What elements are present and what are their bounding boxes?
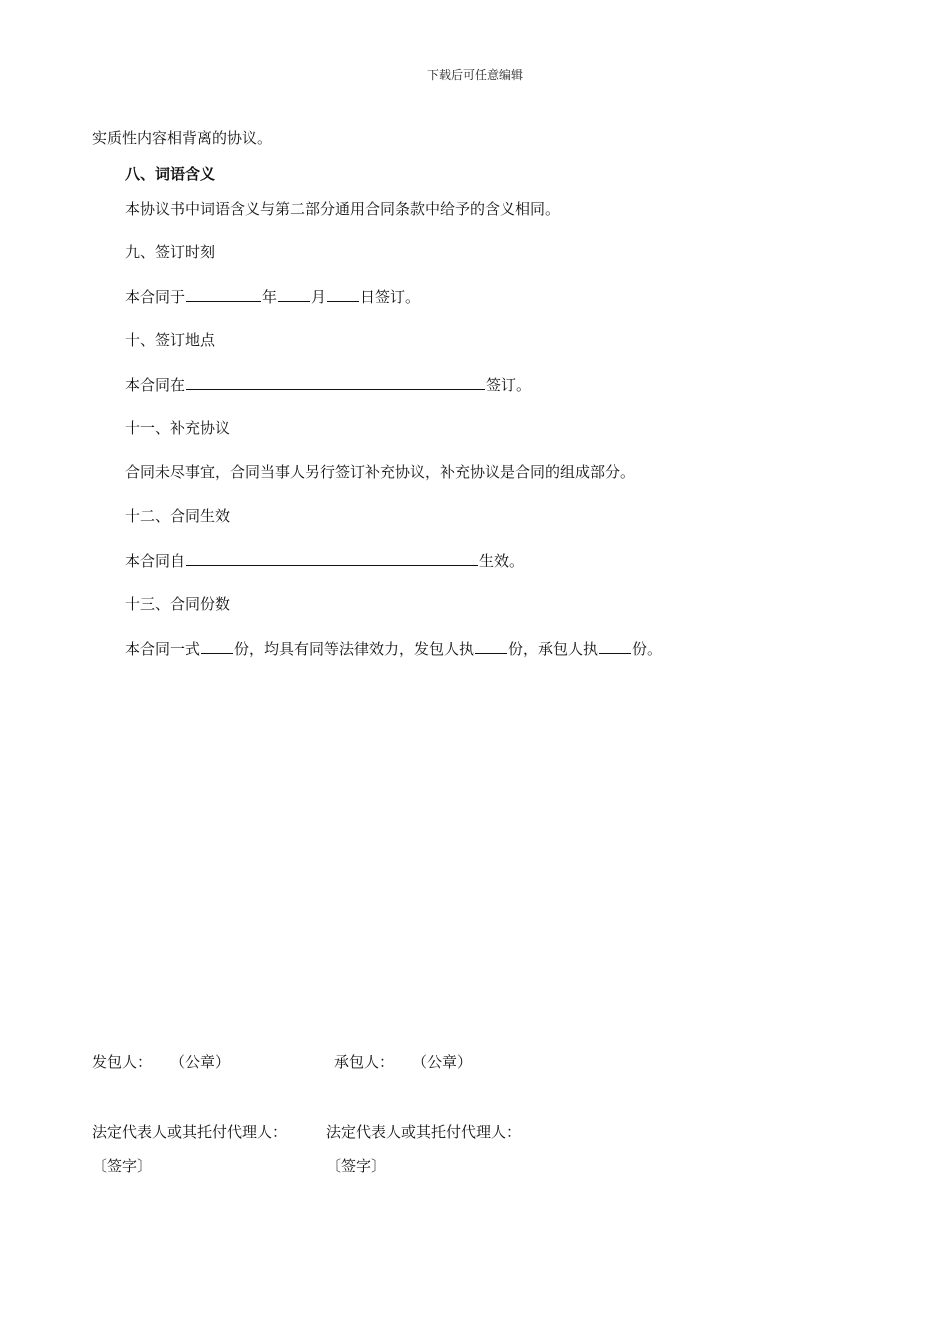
section-12-title: 十二、合同生效 [125, 507, 231, 525]
section-13-mid2: 份，承包人执 [508, 640, 599, 658]
year-label: 年 [262, 288, 278, 306]
copies-contractor-blank[interactable] [599, 638, 631, 654]
effective-blank[interactable] [186, 550, 478, 566]
section-8-title: 八、词语含义 [125, 165, 216, 183]
section-9-prefix: 本合同于 [125, 288, 186, 306]
copies-employer-blank[interactable] [475, 638, 507, 654]
section-12-text [125, 550, 524, 571]
employer-signature-note: 〔签字〕 [92, 1157, 153, 1175]
section-12-prefix: 本合同自 [125, 552, 186, 570]
contractor-label: 承包人： [334, 1053, 395, 1071]
copies-total-blank[interactable] [201, 638, 233, 654]
year-blank[interactable] [186, 286, 261, 302]
day-blank[interactable] [327, 286, 359, 302]
section-12-suffix: 生效。 [479, 552, 525, 570]
section-8-text: 本协议书中词语含义与第二部分通用合同条款中给予的含义相同。 [125, 200, 561, 218]
section-13-text [125, 638, 662, 659]
employer-seal: （公章） [170, 1053, 231, 1071]
intro-continued-text: 实质性内容相背离的协议。 [92, 129, 273, 147]
section-9-title: 九、签订时刻 [125, 243, 216, 261]
section-11-text: 合同未尽事宜，合同当事人另行签订补充协议，补充协议是合同的组成部分。 [125, 463, 636, 481]
employer-rep-label: 法定代表人或其托付代理人： [92, 1123, 288, 1141]
section-11-title: 十一、补充协议 [125, 419, 231, 437]
section-13-prefix: 本合同一式 [125, 640, 201, 658]
section-9-suffix: 日签订。 [360, 288, 421, 306]
section-13-mid1: 份，均具有同等法律效力，发包人执 [234, 640, 475, 658]
section-10-title: 十、签订地点 [125, 331, 216, 349]
section-9-text [125, 286, 420, 307]
page-header: 下载后可任意编辑 [426, 68, 523, 82]
month-label: 月 [311, 288, 327, 306]
month-blank[interactable] [278, 286, 310, 302]
contractor-signature-note: 〔签字〕 [326, 1157, 387, 1175]
contractor-seal: （公章） [412, 1053, 473, 1071]
location-blank[interactable] [186, 374, 485, 390]
section-13-title: 十三、合同份数 [125, 595, 231, 613]
section-10-prefix: 本合同在 [125, 376, 186, 394]
section-10-suffix: 签订。 [486, 376, 532, 394]
section-10-text [125, 374, 531, 395]
contractor-rep-label: 法定代表人或其托付代理人： [326, 1123, 522, 1141]
employer-label: 发包人： [92, 1053, 153, 1071]
section-13-suffix: 份。 [632, 640, 663, 658]
